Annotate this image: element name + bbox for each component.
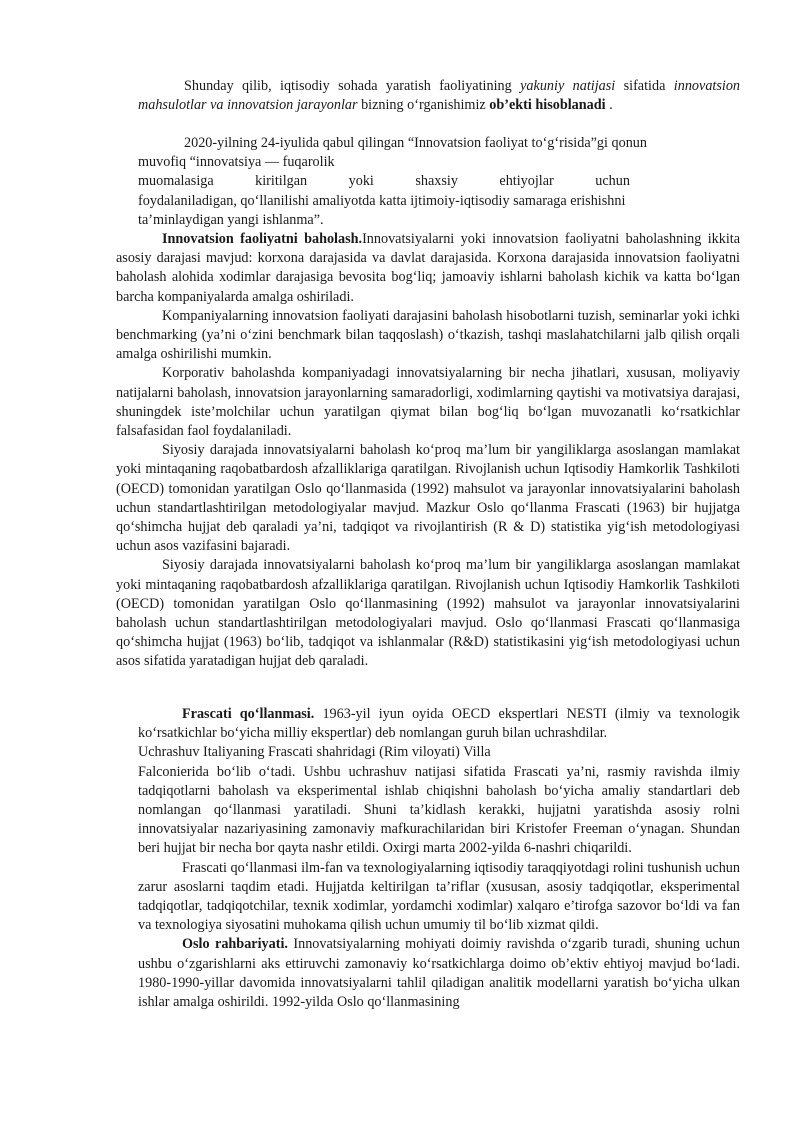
body-column [116,230,740,672]
quote-word: shaxsiy [415,173,458,190]
quote-word: muomalasiga [138,173,214,190]
quote-word: ehtiyojlar [499,173,554,190]
italic-run: innovatsion mahsulotlar va innovatsion jarayonlar [138,78,741,114]
bold-heading: Innovatsion faoliyatni baholash. [162,231,363,247]
paragraph-political-level-2: Siyosiy darajada innovatsiyalarni baholash ko‘proq ma’lum bir yangiliklarga asoslangan mamlakat yoki mintaqaning raqobatbardosh afzalliklariga qaratilgan. Rivojlanish uchun Iqtisodiy Hamkorlik Tashkiloti (OECD) tomonidan yaratilgan Oslo qo‘llanmasining (1992) mahsulot va jarayonlar innovatsiyalarini baholash uchun standartlashtirilgan metodologiyalari mavjud. Oslo qo‘llanmasi Frascati qo‘llanmasiga qo‘shimcha hujjat (1963) bo‘lib, tadqiqot va ishlanmalar (R&D) statistikasini yig‘ish metodologiyasi uchun asos sifatida yaratadigan hujjat deb qaraladi. [116,557,740,670]
quote-word: yoki [348,173,374,190]
bold-run: ob’ekti hisoblanadi [489,97,606,114]
quote-line: foydalaniladigan, qo‘llanilishi amaliyotda katta ijtimoiy-iqtisodiy samaraga erishishni [138,192,626,209]
paragraph-company-assessment: Kompaniyalarning innovatsion faoliyati darajasini baholash hisobotlarni tuzish, seminarlar yoki ichki benchmarking (ya’ni o‘zini benchmark bilan taqqoslash) o‘tkazish, tashqi maslahatchilarni jalb qilish orqali amalga oshirilishi mumkin. [116,307,740,363]
bold-heading: Oslo rahbariyati. [182,936,288,953]
italic-run: yakuniy natijasi [520,78,616,94]
paragraph-political-level-1: Siyosiy darajada innovatsiyalarni baholash ko‘proq ma’lum bir yangiliklarga asoslangan mamlakat yoki mintaqaning raqobatbardosh afzalliklariga qaratilgan. Rivojlanish uchun Iqtisodiy Hamkorlik Tashkiloti (OECD) tomonidan yaratilgan Oslo qo‘llanmasida (1992) mahsulot va jarayonlar innovatsiyalarini baholash uchun standartlashtirilgan metodologiyalar mavjud. Mazkur Oslo qo‘llanma Frascati (1963) bir hujjatga qo‘shimcha hujjat deb qaraladi ya’ni, tadqiqot va rivojlantirish (R & D) statistika yig‘ish metodologiyasi uchun asos vazifasini bajaradi. [116,442,740,555]
paragraph-frascati-role: Frascati qo‘llanmasi ilm-fan va texnologiyalarning iqtisodiy taraqqiyotdagi rolini tushunish uchun zarur asoslarni taqdim etadi. Hujjatda keltirilgan ta’riflar (xususan, asosiy tadqiqotlar, eksperimental tadqiqotlar, tadqiqotchilar, texnik xodimlar, yordamchi xodimlar) xalqaro e’tirofga sazovor bo‘ldi va fan va texnologiya siyosatini muhokama qilish uchun umumiy til bo‘lib xizmat qildi. [138,859,740,934]
paragraph-text: Innovatsiyalarni yoki innovatsion faoliyatni baholashning ikkita asosiy darajasi mavjud: korxona darajasida va davlat darajasida. Korxona darajasida innovatsion faoliyatni baholash alohida xodimlar darajasiga bevosita bog‘liq; jamoaviy ishlarni baholash kichik va katta bo‘lgan barcha kompaniyalarda amalga oshiriladi. [116,231,741,305]
quote-line: ta’minlaydigan yangi ishlanma”. [138,211,324,228]
paragraph-corporate-assessment: Korporativ baholashda kompaniyadagi innovatsiyalarning bir necha jihatlari, xususan, moliyaviy natijalarni baholash, innovatsion jarayonlarning samaradorligi, xodimlarning qaytishi va motivatsiya darajasi, shuningdek iste’molchilar uchun yaratilgan qiymat bilan bog‘liq bo‘lgan muvozanatli ko‘rsatkichlar falsafasidan faol foydalaniladi. [116,365,740,440]
bold-heading: Frascati qo‘llanmasi. [182,706,315,722]
paragraph-oslo-guidance [138,935,740,1012]
text-run: . [605,97,613,114]
quote-line: muvofiq “innovatsiya — fuqarolik [138,154,335,171]
paragraph-text: Innovatsiyalarning mohiyati doimiy ravishda o‘zgarib turadi, shuning uchun ushbu o‘zgarishlarni aks ettiruvchi zamonaviy ko‘rsatkichlarga doimo ob’ektiv ehtiyoj mavjud bo‘ladi. 1980-1990-yillar davomida innovatsiyalarni tahlil qiladigan analitik modellarni yaratish bo‘yicha ulkan ishlar amalga oshirildi. 1992-yilda Oslo qo‘llanmasining [138,936,741,1011]
paragraph-frascati-manual [138,705,740,859]
intro-paragraph [138,77,740,115]
law-quote [138,134,740,230]
paragraph-line: Uchrashuv Italiyaning Frascati shahridagi (Rim viloyati) Villa [138,744,491,761]
paragraph-innovation-assessment [116,230,740,307]
paragraph-text: 1963-yil iyun oyida OECD ekspertlari NESTI (ilmiy va texnologik ko‘rsatkichlar bo‘yicha milliy ekspertlar) deb nomlangan guruh bilan uchrashdilar. [138,706,740,742]
text-run: sifatida [615,78,674,94]
indented-column [138,705,740,1012]
text-run: bizning o‘rganishimiz [357,97,490,114]
text-run: Shunday qilib, iqtisodiy sohada yaratish faoliyatining [184,78,521,94]
quote-line: 2020-yilning 24-iyulida qabul qilingan “Innovatsion faoliyat to‘g‘risida”gi qonun [184,135,647,151]
quote-word: uchun [595,173,630,190]
quote-word: kiritilgan [255,173,308,190]
paragraph-text: Falconierida bo‘lib o‘tadi. Ushbu uchrashuv natijasi sifatida Frascati ya’ni, rasmiy ravishda ilmiy tadqiqotlarni baholash va eksperimental ishlab chiqishni baholash bo‘yicha amaliy standartlari deb nomlangan qo‘llanmasi yaratiladi. Shuni ta’kidlash kerakki, hujjatni yaratishda asosiy rolni innovatsiyalar nazariyasining zamonaviy mafkurachilaridan biri Kristofer Freeman o‘ynagan. Shundan beri hujjat bir necha bor qayta nashr etildi. Oxirgi marta 2002-yilda 6-nashri chiqarildi. [138,763,740,857]
quote-spread-line [138,172,630,191]
